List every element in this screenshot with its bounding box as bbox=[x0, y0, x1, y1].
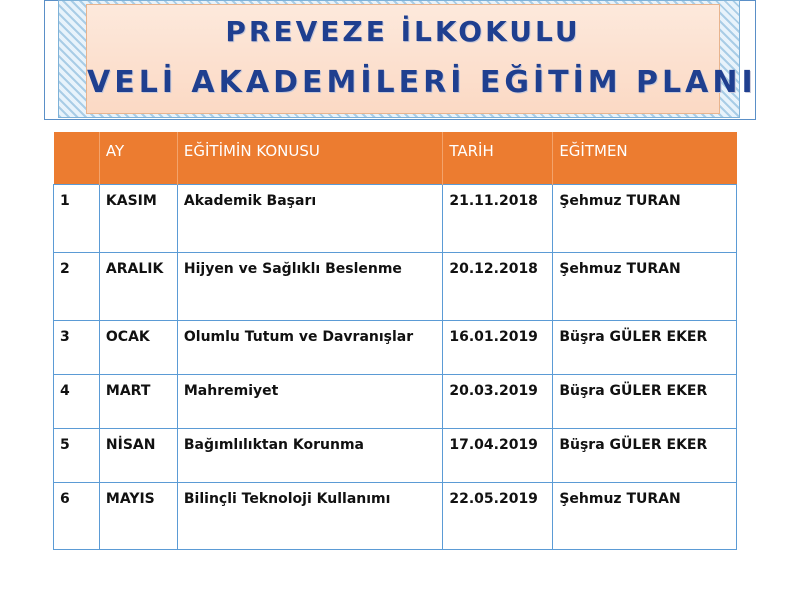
cell-no: 4 bbox=[54, 375, 100, 429]
cell-ay: OCAK bbox=[99, 321, 177, 375]
cell-tarih: 21.11.2018 bbox=[443, 185, 553, 253]
cell-tarih: 20.12.2018 bbox=[443, 253, 553, 321]
cell-konu: Bilinçli Teknoloji Kullanımı bbox=[177, 483, 442, 550]
table-row bbox=[54, 321, 737, 375]
cell-egitmen: Şehmuz TURAN bbox=[553, 253, 737, 321]
column-header-ay: AY bbox=[99, 132, 177, 185]
cell-egitmen: Büşra GÜLER EKER bbox=[553, 321, 737, 375]
cell-no: 3 bbox=[54, 321, 100, 375]
title-banner bbox=[86, 4, 757, 114]
cell-konu: Olumlu Tutum ve Davranışlar bbox=[177, 321, 442, 375]
training-plan-table bbox=[53, 132, 737, 550]
cell-tarih: 22.05.2019 bbox=[443, 483, 553, 550]
table-header-row bbox=[54, 132, 737, 185]
cell-tarih: 17.04.2019 bbox=[443, 429, 553, 483]
cell-konu: Hijyen ve Sağlıklı Beslenme bbox=[177, 253, 442, 321]
table-row bbox=[54, 429, 737, 483]
column-header-no bbox=[54, 132, 100, 185]
cell-tarih: 16.01.2019 bbox=[443, 321, 553, 375]
cell-no: 6 bbox=[54, 483, 100, 550]
cell-egitmen: Büşra GÜLER EKER bbox=[553, 429, 737, 483]
cell-no: 1 bbox=[54, 185, 100, 253]
cell-ay: ARALIK bbox=[99, 253, 177, 321]
page-title: PREVEZE İLKOKULU bbox=[225, 15, 581, 48]
cell-ay: MART bbox=[99, 375, 177, 429]
column-header-egitmen: EĞİTMEN bbox=[553, 132, 737, 185]
cell-konu: Mahremiyet bbox=[177, 375, 442, 429]
column-header-tarih: TARİH bbox=[443, 132, 553, 185]
cell-konu: Bağımlılıktan Korunma bbox=[177, 429, 442, 483]
page-subtitle: VELİ AKADEMİLERİ EĞİTİM PLANI bbox=[87, 65, 757, 100]
cell-egitmen: Büşra GÜLER EKER bbox=[553, 375, 737, 429]
cell-egitmen: Şehmuz TURAN bbox=[553, 483, 737, 550]
cell-ay: KASIM bbox=[99, 185, 177, 253]
cell-tarih: 20.03.2019 bbox=[443, 375, 553, 429]
cell-ay: MAYIS bbox=[99, 483, 177, 550]
table-row bbox=[54, 483, 737, 550]
table-row bbox=[54, 185, 737, 253]
table-row bbox=[54, 253, 737, 321]
cell-ay: NİSAN bbox=[99, 429, 177, 483]
cell-no: 5 bbox=[54, 429, 100, 483]
cell-egitmen: Şehmuz TURAN bbox=[553, 185, 737, 253]
cell-konu: Akademik Başarı bbox=[177, 185, 442, 253]
table-row bbox=[54, 375, 737, 429]
column-header-konu: EĞİTİMİN KONUSU bbox=[177, 132, 442, 185]
cell-no: 2 bbox=[54, 253, 100, 321]
